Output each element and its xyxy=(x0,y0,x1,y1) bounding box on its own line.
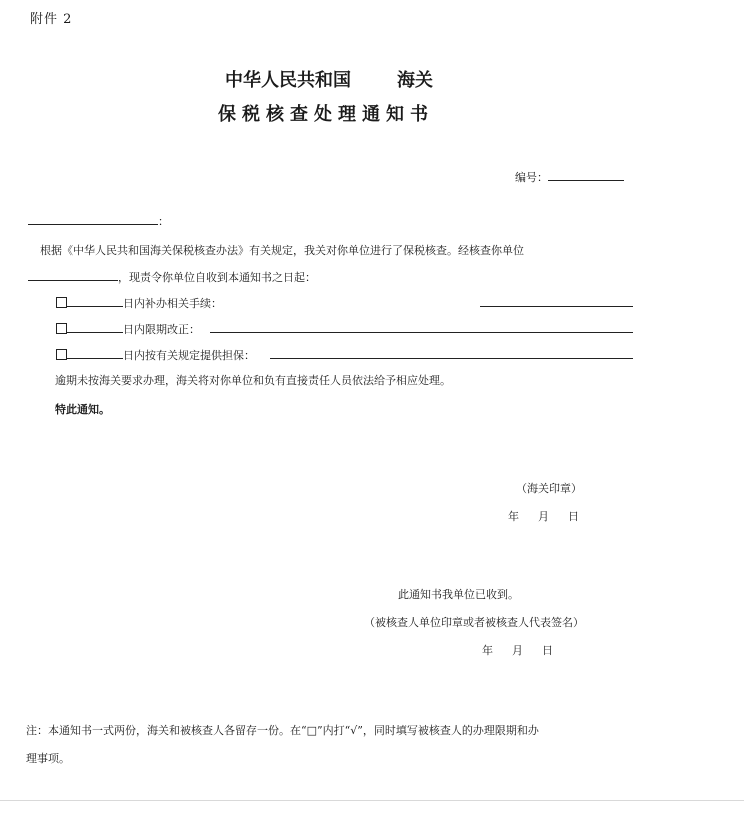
title-customs: 海关 xyxy=(397,70,433,91)
serial-number-blank xyxy=(548,168,624,181)
option-1-fill-line xyxy=(480,306,633,307)
body-paragraph-1: 根据《中华人民共和国海关保税核查办法》有关规定，我关对你单位进行了保税核查。经核查你单位 xyxy=(40,244,524,257)
days-blank xyxy=(67,294,123,307)
checkbox-icon[interactable] xyxy=(56,297,67,308)
option-label: 日内按有关规定提供担保： xyxy=(123,349,255,362)
option-row-guarantee xyxy=(56,346,255,363)
addressee-field xyxy=(28,212,169,229)
closing-text: 特此通知。 xyxy=(55,403,110,416)
days-blank xyxy=(67,320,123,333)
document-title-line1 xyxy=(225,66,433,92)
customs-date: 年 月 日 xyxy=(508,510,583,523)
body-paragraph-2: ，现责令你单位自收到本通知书之日起： xyxy=(118,271,316,284)
receipt-signature-label: （被核查人单位印章或者被核查人代表签名） xyxy=(364,616,584,629)
customs-seal-label: （海关印章） xyxy=(516,482,582,495)
option-3-fill-line xyxy=(270,358,633,359)
option-2-fill-line xyxy=(210,332,633,333)
addressee-colon: ： xyxy=(158,215,169,228)
receipt-date: 年 月 日 xyxy=(482,644,557,657)
page-bottom-divider xyxy=(0,800,744,801)
option-label: 日内补办相关手续： xyxy=(123,297,222,310)
checkbox-icon[interactable] xyxy=(56,323,67,334)
overdue-statement: 逾期未按海关要求办理，海关将对你单位和负有直接责任人员依法给予相应处理。 xyxy=(55,374,451,387)
days-blank xyxy=(67,346,123,359)
violation-blank xyxy=(28,268,118,281)
footnote-line-1: 注：本通知书一式两份，海关和被核查人各留存一份。在“□”内打“√”，同时填写被核查人的办理限期和办 xyxy=(26,724,539,737)
addressee-blank xyxy=(28,212,158,225)
receipt-confirmation: 此通知书我单位已收到。 xyxy=(398,588,519,601)
option-row-rectify xyxy=(56,320,200,337)
title-country: 中华人民共和国 xyxy=(225,70,351,91)
attachment-label: 附件 2 xyxy=(30,12,73,27)
body-paragraph-2-row xyxy=(28,268,316,285)
checkbox-icon[interactable] xyxy=(56,349,67,360)
serial-number-label: 编号： xyxy=(515,171,548,184)
option-label: 日内限期改正： xyxy=(123,323,200,336)
serial-number-field xyxy=(515,168,624,185)
footnote-line-2: 理事项。 xyxy=(26,752,70,765)
document-title-line2: 保税核查处理通知书 xyxy=(218,104,434,125)
option-row-supplement xyxy=(56,294,222,311)
